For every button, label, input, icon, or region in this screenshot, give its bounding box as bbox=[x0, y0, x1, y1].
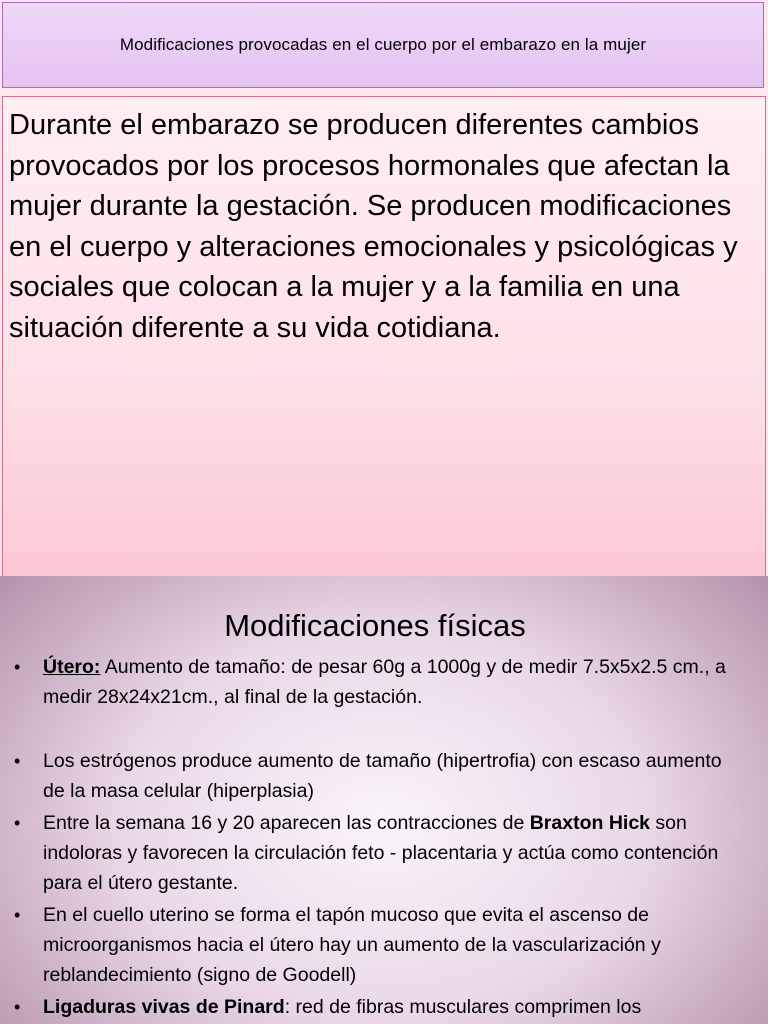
slide-title-box bbox=[2, 2, 764, 88]
bullet-cuello bbox=[0, 900, 768, 990]
bullet-icon: • bbox=[14, 905, 21, 925]
bullet-icon: • bbox=[14, 997, 21, 1017]
bullet-text: Los estrógenos produce aumento de tamaño (hipertrofia) con escaso aumento de la masa celular (hiperplasia) bbox=[43, 750, 722, 802]
slide-body-box bbox=[2, 96, 766, 576]
bullet-braxton bbox=[0, 808, 768, 898]
bullet-list bbox=[0, 652, 768, 1022]
slide-title: Modificaciones provocadas en el cuerpo por el embarazo en la mujer bbox=[119, 35, 647, 54]
bullet-text-post: : red de fibras musculares comprimen los bbox=[284, 996, 642, 1018]
bullet-text: Aumento de tamaño: de pesar 60g a 1000g y de medir 7.5x5x2.5 cm., a medir 28x24x21cm., al final de la gestación. bbox=[43, 656, 726, 708]
bullet-icon: • bbox=[14, 657, 21, 677]
bullet-text: En el cuello uterino se forma el tapón mucoso que evita el ascenso de microorganismos hacia el útero hay un aumento de la vascularización y reblandecimiento (signo de Goodell) bbox=[43, 904, 661, 986]
bullet-estrogenos bbox=[0, 746, 768, 806]
bullet-lead-suffix: : bbox=[93, 656, 101, 678]
bullet-pinard bbox=[0, 992, 768, 1022]
bullet-icon: • bbox=[14, 751, 21, 771]
bullet-text-post: son indoloras y favorecen la circulación feto - placentaria y actúa como contención para el útero gestante. bbox=[43, 812, 719, 894]
slide-body-text: Durante el embarazo se producen diferentes cambios provocados por los procesos hormonales que afectan la mujer durante la gestación. Se producen modificaciones en el cuerpo y alteraciones emocionales y psicológicas y sociales que colocan a la mujer y a la familia en una situación diferente a su vida cotidiana. bbox=[9, 109, 738, 344]
bullet-bold: Braxton Hick bbox=[529, 812, 651, 834]
bullet-utero bbox=[0, 652, 768, 712]
bullet-lead: Útero bbox=[43, 656, 94, 678]
bullet-icon: • bbox=[14, 813, 21, 833]
slide-2-title: Modificaciones físicas bbox=[224, 608, 526, 643]
slide-2 bbox=[0, 576, 768, 1024]
bullet-text-pre: Entre la semana 16 y 20 aparecen las contracciones de bbox=[43, 812, 530, 834]
bullet-bold: Ligaduras vivas de Pinard bbox=[43, 996, 285, 1018]
